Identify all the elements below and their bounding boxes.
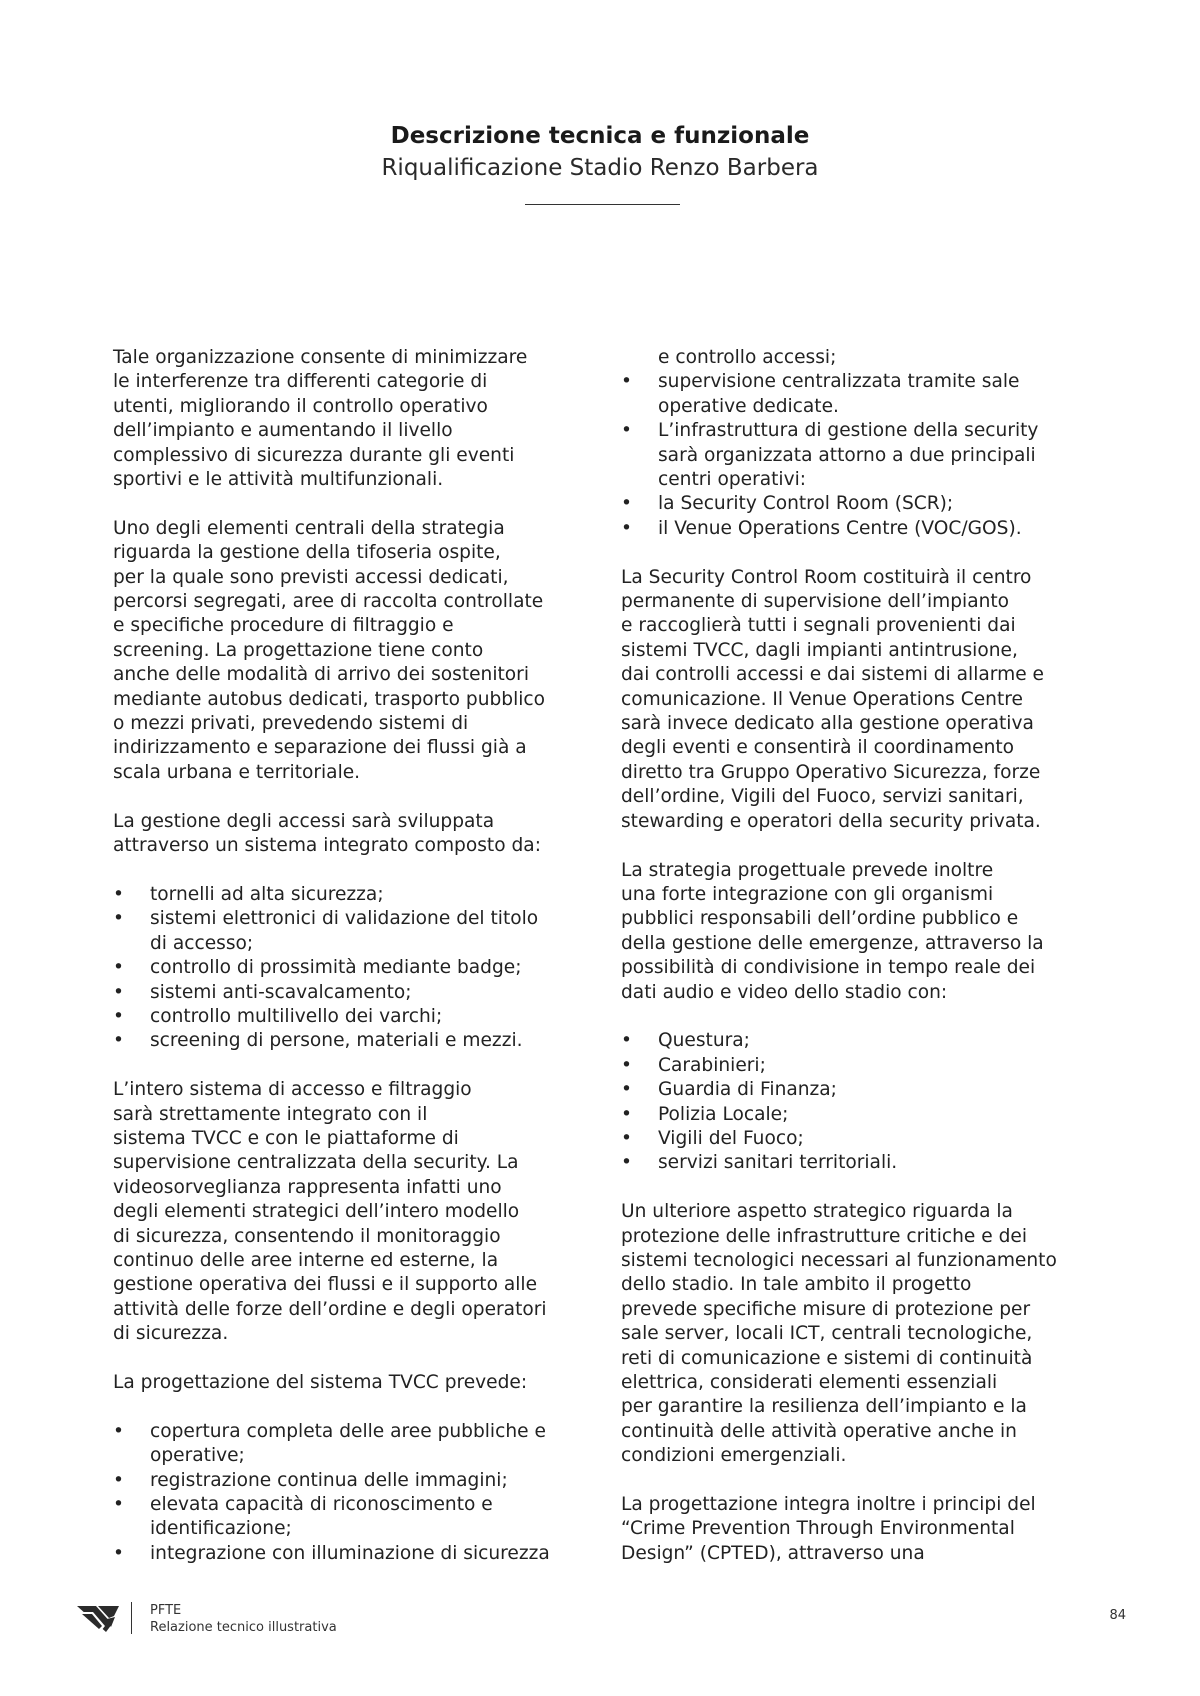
title-divider <box>525 204 680 205</box>
page-title: Descrizione tecnica e funzionale <box>390 123 810 149</box>
list-item: • controllo multilivello dei varchi; <box>113 1005 593 1029</box>
paragraph: Tale organizzazione consente di minimizzare le interferenze tra differenti categorie di utenti, migliorando il controllo operativo dell’impianto e aumentando il livello complessivo di sicurezza durante gli eventi sportivi e le attività multifunzionali. <box>113 347 528 491</box>
list-item: • Polizia Locale; <box>621 1103 1101 1127</box>
list-item: • la Security Control Room (SCR); <box>621 492 1101 516</box>
page-number: 84 <box>1109 1608 1126 1623</box>
paragraph: La Security Control Room costituirà il centro permanente di supervisione dell’impianto e raccoglierà tutti i segnali provenienti dai sistemi TVCC, dagli impianti antintrusione, dai controlli accessi e dai sistemi di allarme e comunicazione. Il Venue Operations Centre sarà invece dedicato alla gestione operativa degli eventi e consentirà il coordinamento diretto tra Gruppo Operativo Sicurezza, forze dell’ordine, Vigili del Fuoco, servizi sanitari, stewarding e operatori della security privata. <box>621 566 1044 832</box>
security-centres-list <box>621 370 1101 541</box>
access-system-list <box>113 883 593 1054</box>
list-item: • tornelli ad alta sicurezza; <box>113 883 593 907</box>
paragraph: Uno degli elementi centrali della strategia riguarda la gestione della tifoseria ospite, per la quale sono previsti accessi dedicati, percorsi segregati, aree di raccolta controllate e specifiche procedure di filtraggio e screening. La progettazione tiene conto anche delle modalità di arrivo dei sostenitori mediante autobus dedicati, trasporto pubblico o mezzi privati, prevedendo sistemi di indirizzamento e separazione dei flussi già a scala urbana e territoriale. <box>113 517 546 783</box>
footer-doc-type: PFTE <box>150 1603 182 1618</box>
page-subtitle: Riqualificazione Stadio Renzo Barbera <box>381 155 819 181</box>
list-item: • screening di persone, materiali e mezzi. <box>113 1029 593 1053</box>
paragraph: La gestione degli accessi sarà sviluppata attraverso un sistema integrato composto da: <box>113 810 541 857</box>
paragraph: La progettazione integra inoltre i principi del “Crime Prevention Through Environmental Design” (CPTED), attraverso una <box>621 1494 1036 1564</box>
list-item: • Questura; <box>621 1029 1101 1053</box>
paragraph: L’intero sistema di accesso e filtraggio sarà strettamente integrato con il sistema TVCC e con le piattaforme di supervisione centralizzata della security. La videosorveglianza rappresenta infatti uno degli elementi strategici dell’intero modello di sicurezza, consentendo il monitoraggio continuo delle aree interne ed esterne, la gestione operativa dei flussi e il supporto alle attività delle forze dell’ordine e degli operatori di sicurezza. <box>113 1079 547 1345</box>
list-item: • servizi sanitari territoriali. <box>621 1151 1101 1175</box>
list-item: • il Venue Operations Centre (VOC/GOS). <box>621 517 1101 541</box>
paragraph: La progettazione del sistema TVCC prevede: <box>113 1371 528 1393</box>
footer-divider <box>131 1602 132 1634</box>
list-item: • Vigili del Fuoco; <box>621 1127 1101 1151</box>
list-item: • sistemi anti-scavalcamento; <box>113 981 593 1005</box>
page-header <box>0 120 1200 184</box>
list-item: • integrazione con illuminazione di sicurezza <box>113 1542 593 1566</box>
paragraph: Un ulteriore aspetto strategico riguarda la protezione delle infrastrutture critiche e dei sistemi tecnologici necessari al funzionamento dello stadio. In tale ambito il progetto prevede specifiche misure di protezione per sale server, locali ICT, centrali tecnologiche, reti di comunicazione e sistemi di continuità elettrica, considerati elementi essenziali per garantire la resilienza dell’impianto e la continuità delle attività operative anche in condizioni emergenziali. <box>621 1201 1057 1467</box>
list-item: • elevata capacità di riconoscimento e identificazione; <box>113 1493 593 1542</box>
list-item: • registrazione continua delle immagini; <box>113 1469 593 1493</box>
list-item: • controllo di prossimità mediante badge; <box>113 956 593 980</box>
tvcc-list <box>113 1420 593 1566</box>
list-item: • supervisione centralizzata tramite sale operative dedicate. <box>621 370 1101 419</box>
public-bodies-list <box>621 1029 1101 1175</box>
list-item: • Carabinieri; <box>621 1054 1101 1078</box>
footer-doc-title: Relazione tecnico illustrativa <box>150 1620 337 1635</box>
list-item-continuation: e controllo accessi; <box>658 347 837 368</box>
left-column <box>113 346 593 1591</box>
list-item: • sistemi elettronici di validazione del titolo di accesso; <box>113 907 593 956</box>
page-footer <box>76 1600 1126 1640</box>
paragraph: La strategia progettuale prevede inoltre una forte integrazione con gli organismi pubblici responsabili dell’ordine pubblico e della gestione delle emergenze, attraverso la possibilità di condivisione in tempo reale dei dati audio e video dello stadio con: <box>621 859 1044 1003</box>
eagle-logo-icon <box>76 1602 120 1638</box>
list-item: • copertura completa delle aree pubbliche e operative; <box>113 1420 593 1469</box>
list-item: • L’infrastruttura di gestione della security sarà organizzata attorno a due principali centri operativi: <box>621 419 1101 492</box>
right-column <box>621 346 1101 1591</box>
list-item: • Guardia di Finanza; <box>621 1078 1101 1102</box>
